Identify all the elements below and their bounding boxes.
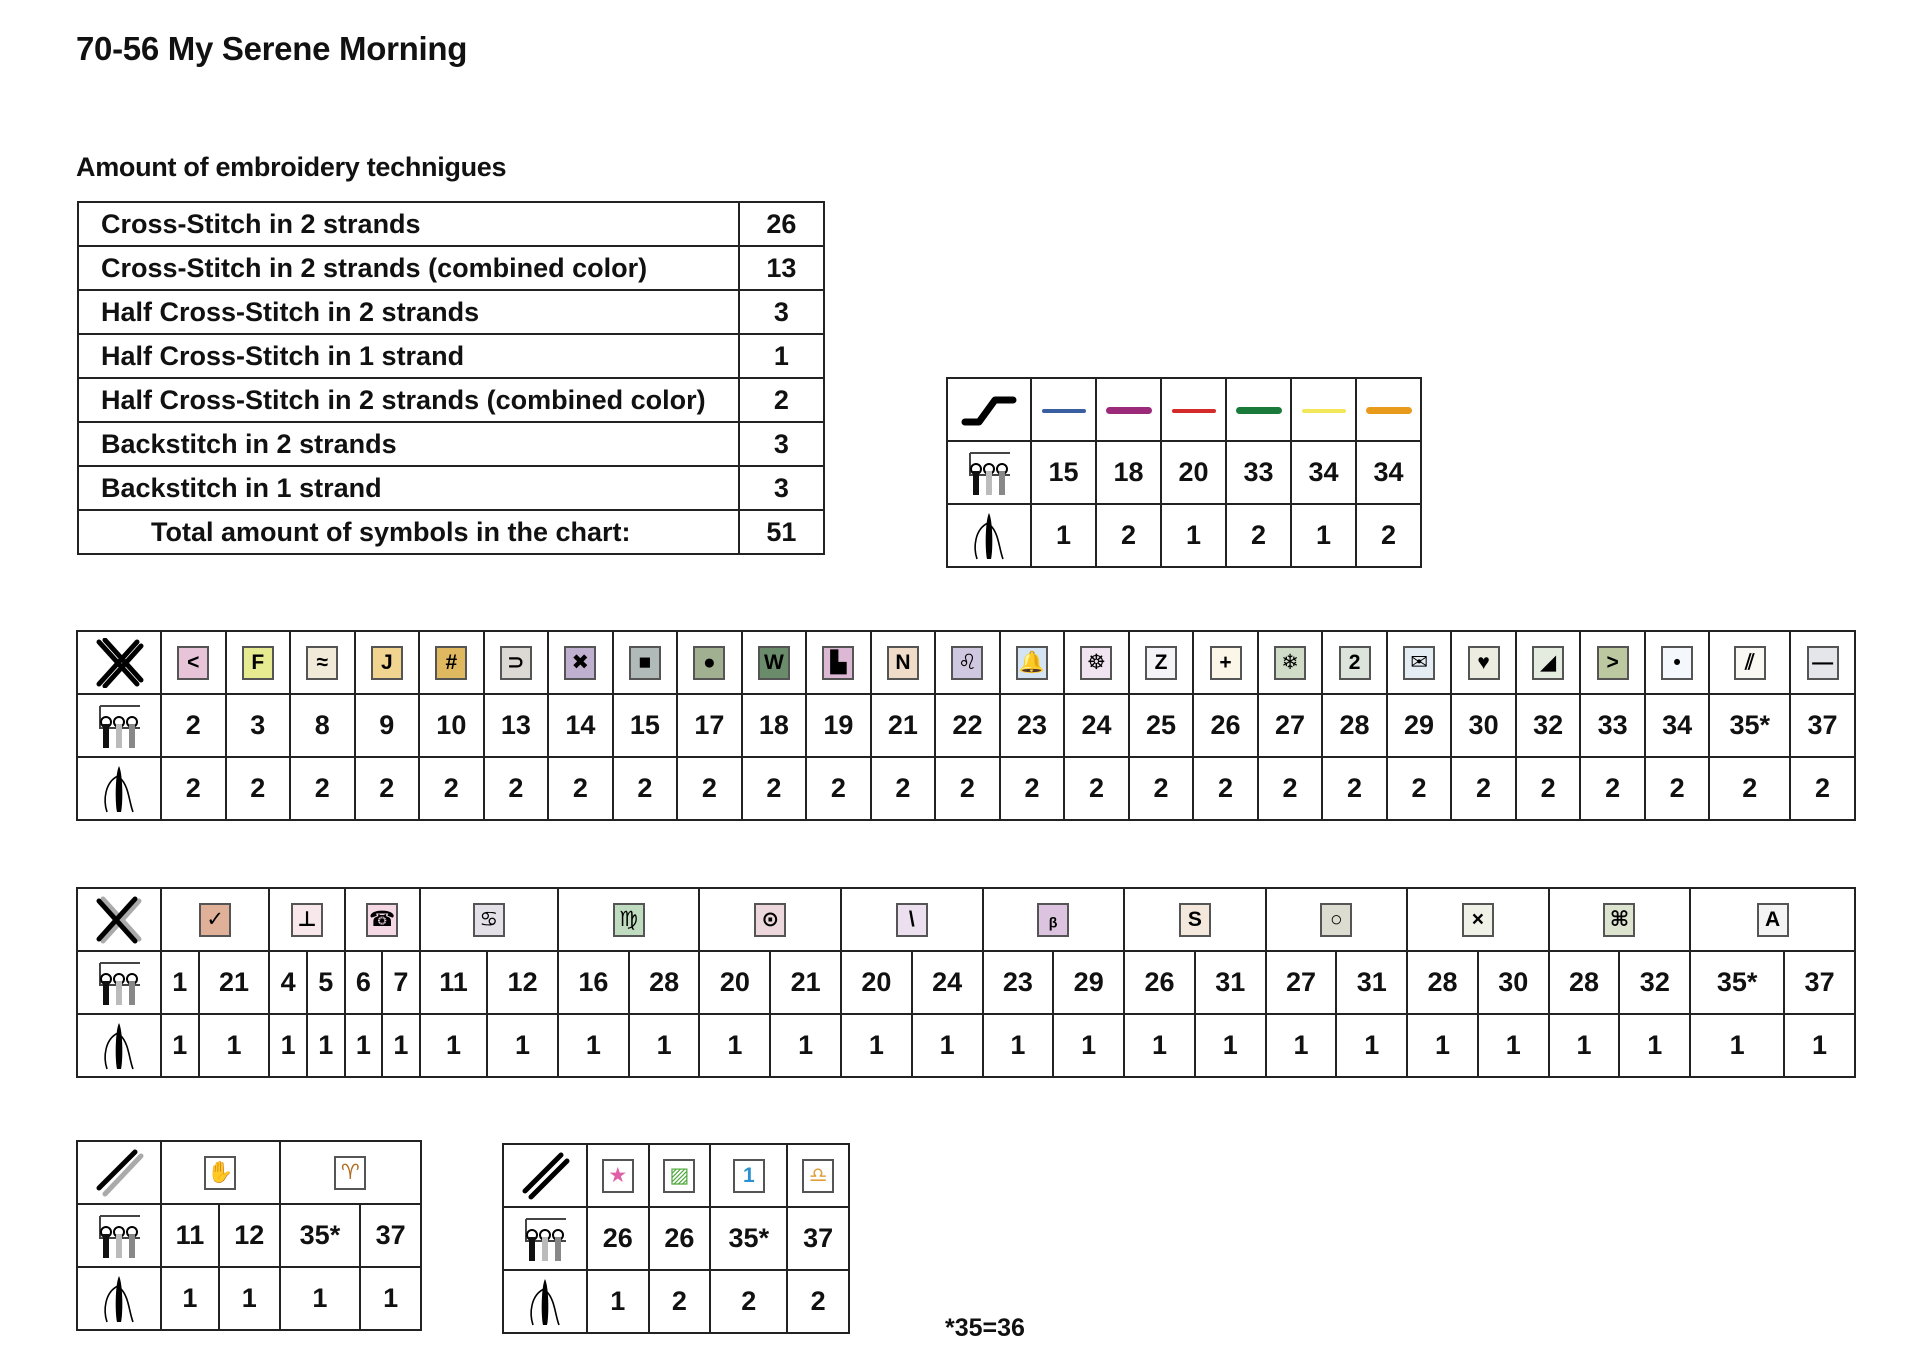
strand-count: 2 (1193, 757, 1258, 820)
cross-stitch-icon (77, 631, 161, 694)
backstitch-line (1042, 409, 1086, 413)
symbol-swatch: ○ (1320, 903, 1352, 937)
symbol-swatch: ◢ (1532, 646, 1564, 680)
strand-count: 1 (345, 1014, 383, 1077)
thread-number: 19 (806, 694, 871, 757)
strand-count: 2 (935, 757, 1000, 820)
thread-number: 28 (629, 951, 700, 1014)
needle-icon (503, 1270, 587, 1333)
symbol-swatch: ⊃ (500, 646, 532, 680)
strand-count: 1 (219, 1267, 280, 1330)
thread-number: 37 (787, 1207, 849, 1270)
symbol-cell (484, 631, 549, 694)
strand-count: 1 (1478, 1014, 1549, 1077)
symbol-cell (1451, 631, 1516, 694)
half-stitch-icon (503, 1144, 587, 1207)
strand-count: 2 (1129, 757, 1194, 820)
symbol-swatch: J (371, 646, 403, 680)
symbol-swatch: 1 (733, 1159, 765, 1193)
symbol-swatch: F (242, 646, 274, 680)
thread-number: 20 (841, 951, 912, 1014)
thread-number: 15 (613, 694, 678, 757)
symbol-swatch: ⫽ (1734, 646, 1766, 680)
strand-count: 2 (290, 757, 355, 820)
symbol-cell (226, 631, 291, 694)
strand-count: 2 (484, 757, 549, 820)
strand-count: 1 (280, 1267, 361, 1330)
symbol-swatch: S (1179, 903, 1211, 937)
symbol-swatch: ✓ (199, 903, 231, 937)
strand-count: 1 (587, 1270, 649, 1333)
symbol-swatch: ≈ (306, 646, 338, 680)
thread-number: 20 (1161, 441, 1226, 504)
symbol-cell (548, 631, 613, 694)
symbol-cell (419, 631, 484, 694)
thread-number: 24 (912, 951, 983, 1014)
symbol-cell (161, 888, 269, 951)
technique-label: Backstitch in 1 strand (78, 466, 739, 510)
symbol-cell (649, 1144, 711, 1207)
needle-icon (77, 1267, 161, 1330)
strand-count: 1 (161, 1014, 199, 1077)
symbol-swatch: 2 (1339, 646, 1371, 680)
strand-count: 1 (1619, 1014, 1690, 1077)
technique-count: 3 (739, 290, 824, 334)
strand-count: 1 (1195, 1014, 1266, 1077)
backstitch-line-cell (1356, 378, 1421, 441)
symbol-swatch: ✖ (564, 646, 596, 680)
backstitch-line (1236, 407, 1282, 414)
thread-number: 35* (1690, 951, 1784, 1014)
symbol-swatch: ⌘ (1603, 903, 1635, 937)
strand-count: 1 (1053, 1014, 1124, 1077)
summary-row (78, 378, 824, 422)
symbol-cell (1645, 631, 1710, 694)
symbol-cell (420, 888, 558, 951)
strand-count: 2 (710, 1270, 787, 1333)
technique-label: Cross-Stitch in 2 strands (78, 202, 739, 246)
symbol-cell (1690, 888, 1855, 951)
strand-count: 1 (912, 1014, 983, 1077)
backstitch-line-cell (1291, 378, 1356, 441)
technique-label: Half Cross-Stitch in 2 strands (combined color) (78, 378, 739, 422)
thread-number: 3 (226, 694, 291, 757)
symbol-swatch: \ (896, 903, 928, 937)
strand-count: 1 (1407, 1014, 1478, 1077)
symbol-swatch: ✋ (204, 1156, 236, 1190)
strand-count: 2 (548, 757, 613, 820)
strand-count: 2 (1000, 757, 1065, 820)
thread-number: 30 (1478, 951, 1549, 1014)
thread-number: 29 (1053, 951, 1124, 1014)
symbol-swatch: 🔔 (1016, 646, 1048, 680)
thread-number: 28 (1549, 951, 1620, 1014)
symbol-cell (161, 631, 226, 694)
thread-number: 15 (1031, 441, 1096, 504)
thread-number: 34 (1645, 694, 1710, 757)
technique-count: 13 (739, 246, 824, 290)
thread-number: 26 (1193, 694, 1258, 757)
footnote: *35=36 (945, 1314, 1025, 1342)
thread-number: 26 (649, 1207, 711, 1270)
summary-row (78, 290, 824, 334)
technique-label: Half Cross-Stitch in 2 strands (78, 290, 739, 334)
symbol-swatch: Z (1145, 646, 1177, 680)
symbol-cell (1193, 631, 1258, 694)
symbol-cell (1258, 631, 1323, 694)
thread-number: 21 (770, 951, 841, 1014)
symbol-swatch: W (758, 646, 790, 680)
thread-number: 28 (1407, 951, 1478, 1014)
backstitch-table (946, 377, 1422, 568)
strand-count: 2 (613, 757, 678, 820)
technique-count: 3 (739, 466, 824, 510)
thread-number: 2 (161, 694, 226, 757)
symbol-swatch: ■ (629, 646, 661, 680)
strand-count: 2 (1064, 757, 1129, 820)
thread-number: 9 (355, 694, 420, 757)
thread-number: 1 (161, 951, 199, 1014)
technique-count: 26 (739, 202, 824, 246)
symbol-cell (1064, 631, 1129, 694)
symbol-cell (935, 631, 1000, 694)
thread-number: 29 (1387, 694, 1452, 757)
thread-number: 18 (742, 694, 807, 757)
technique-label: Half Cross-Stitch in 1 strand (78, 334, 739, 378)
thread-number: 17 (677, 694, 742, 757)
symbol-swatch: ✉ (1403, 646, 1435, 680)
strand-count: 1 (558, 1014, 629, 1077)
symbol-cell (699, 888, 841, 951)
technique-label: Backstitch in 2 strands (78, 422, 739, 466)
strand-count: 2 (677, 757, 742, 820)
thread-number: 26 (587, 1207, 649, 1270)
strand-count: 1 (1124, 1014, 1195, 1077)
symbol-cell (1387, 631, 1452, 694)
thread-number: 25 (1129, 694, 1194, 757)
strand-count: 1 (1291, 504, 1356, 567)
strand-count: 2 (1709, 757, 1790, 820)
symbol-cell (280, 1141, 421, 1204)
symbol-cell (742, 631, 807, 694)
backstitch-line (1302, 409, 1346, 413)
strand-count: 1 (1336, 1014, 1407, 1077)
strand-count: 1 (699, 1014, 770, 1077)
symbol-swatch: × (1462, 903, 1494, 937)
thread-number: 6 (345, 951, 383, 1014)
thread-number: 27 (1266, 951, 1337, 1014)
technique-count: 3 (739, 422, 824, 466)
summary-row (78, 466, 824, 510)
thread-number: 34 (1356, 441, 1421, 504)
symbol-swatch: ♥ (1468, 646, 1500, 680)
symbol-swatch: • (1661, 646, 1693, 680)
thread-number: 28 (1322, 694, 1387, 757)
symbol-swatch: ▨ (663, 1159, 695, 1193)
strand-count: 1 (629, 1014, 700, 1077)
thread-number: 34 (1291, 441, 1356, 504)
backstitch-line-cell (1226, 378, 1291, 441)
strand-count: 2 (1356, 504, 1421, 567)
symbol-cell (806, 631, 871, 694)
thread-number: 14 (548, 694, 613, 757)
symbol-swatch: ● (693, 646, 725, 680)
strand-count: 1 (983, 1014, 1054, 1077)
strand-count: 2 (1387, 757, 1452, 820)
thread-number: 37 (360, 1204, 421, 1267)
symbol-swatch: ♌ (951, 646, 983, 680)
symbol-cell (161, 1141, 280, 1204)
thread-number: 20 (699, 951, 770, 1014)
needle-icon (947, 504, 1031, 567)
symbol-swatch: # (435, 646, 467, 680)
thread-number: 22 (935, 694, 1000, 757)
symbol-cell (841, 888, 983, 951)
strand-count: 1 (1690, 1014, 1784, 1077)
strand-count: 1 (1549, 1014, 1620, 1077)
symbol-cell (787, 1144, 849, 1207)
symbol-cell (1516, 631, 1581, 694)
strand-count: 1 (161, 1267, 219, 1330)
summary-row (78, 202, 824, 246)
symbol-cell (1000, 631, 1065, 694)
symbol-cell (613, 631, 678, 694)
symbol-cell (983, 888, 1125, 951)
strand-count: 2 (1790, 757, 1855, 820)
symbol-cell (1790, 631, 1855, 694)
strand-count: 1 (269, 1014, 307, 1077)
summary-row (78, 422, 824, 466)
thread-number: 18 (1096, 441, 1161, 504)
strand-count: 1 (841, 1014, 912, 1077)
thread-number: 23 (983, 951, 1054, 1014)
symbol-cell (1266, 888, 1408, 951)
thread-number: 12 (487, 951, 558, 1014)
symbol-swatch: ▙ (822, 646, 854, 680)
symbol-cell (587, 1144, 649, 1207)
technique-label: Cross-Stitch in 2 strands (combined color) (78, 246, 739, 290)
thread-number: 32 (1619, 951, 1690, 1014)
strand-count: 1 (487, 1014, 558, 1077)
combined-cross-stitch-table (76, 887, 1856, 1078)
half-stitch-combined-icon (77, 1141, 161, 1204)
symbol-swatch: ❄ (1274, 646, 1306, 680)
symbol-swatch: ★ (602, 1159, 634, 1193)
symbol-cell (1580, 631, 1645, 694)
thread-number: 37 (1784, 951, 1855, 1014)
strand-count: 2 (1451, 757, 1516, 820)
backstitch-line-cell (1096, 378, 1161, 441)
strand-count: 2 (226, 757, 291, 820)
symbol-swatch: ᵦ (1037, 903, 1069, 937)
symbol-swatch: > (1597, 646, 1629, 680)
thread-spools-icon (77, 1204, 161, 1267)
technique-count: 2 (739, 378, 824, 422)
symbol-swatch: — (1807, 646, 1839, 680)
strand-count: 1 (420, 1014, 487, 1077)
thread-number: 7 (382, 951, 420, 1014)
strand-count: 2 (1516, 757, 1581, 820)
thread-number: 35* (1709, 694, 1790, 757)
strand-count: 2 (742, 757, 807, 820)
summary-row (78, 334, 824, 378)
symbol-swatch: ☎ (366, 903, 398, 937)
thread-number: 16 (558, 951, 629, 1014)
strand-count: 1 (1031, 504, 1096, 567)
symbol-cell (269, 888, 344, 951)
strand-count: 1 (307, 1014, 345, 1077)
thread-number: 11 (161, 1204, 219, 1267)
strand-count: 1 (382, 1014, 420, 1077)
strand-count: 2 (161, 757, 226, 820)
thread-number: 21 (871, 694, 936, 757)
strand-count: 2 (1258, 757, 1323, 820)
needle-icon (77, 1014, 161, 1077)
thread-number: 33 (1580, 694, 1645, 757)
symbol-swatch: ♋ (473, 903, 505, 937)
symbol-cell (1407, 888, 1549, 951)
strand-count: 1 (1784, 1014, 1855, 1077)
strand-count: 2 (1322, 757, 1387, 820)
thread-spools-icon (77, 951, 161, 1014)
thread-spools-icon (503, 1207, 587, 1270)
strand-count: 1 (1161, 504, 1226, 567)
backstitch-line-cell (1161, 378, 1226, 441)
thread-number: 35* (710, 1207, 787, 1270)
strand-count: 2 (649, 1270, 711, 1333)
symbol-swatch: ♎ (802, 1159, 834, 1193)
symbol-swatch: A (1757, 903, 1789, 937)
cross-stitch-table (76, 630, 1856, 821)
strand-count: 2 (419, 757, 484, 820)
backstitch-icon (947, 378, 1031, 441)
thread-number: 11 (420, 951, 487, 1014)
strand-count: 2 (806, 757, 871, 820)
symbol-swatch: < (177, 646, 209, 680)
thread-number: 4 (269, 951, 307, 1014)
thread-number: 12 (219, 1204, 280, 1267)
thread-spools-icon (947, 441, 1031, 504)
summary-total-row (78, 510, 824, 554)
total-label: Total amount of symbols in the chart: (78, 510, 739, 554)
symbol-swatch: N (887, 646, 919, 680)
symbol-cell (1124, 888, 1266, 951)
symbol-cell (1709, 631, 1790, 694)
symbol-swatch: ♈ (334, 1156, 366, 1190)
summary-row (78, 246, 824, 290)
thread-number: 5 (307, 951, 345, 1014)
thread-number: 13 (484, 694, 549, 757)
thread-spools-icon (77, 694, 161, 757)
thread-number: 10 (419, 694, 484, 757)
backstitch-line-cell (1031, 378, 1096, 441)
symbol-cell (355, 631, 420, 694)
techniques-summary-table (77, 201, 825, 555)
symbol-cell (558, 888, 700, 951)
thread-number: 32 (1516, 694, 1581, 757)
symbol-swatch: ⊙ (754, 903, 786, 937)
thread-number: 27 (1258, 694, 1323, 757)
symbol-swatch: ⊥ (291, 903, 323, 937)
symbol-cell (1129, 631, 1194, 694)
strand-count: 2 (1096, 504, 1161, 567)
symbol-cell (871, 631, 936, 694)
half-stitch-combined-table (76, 1140, 422, 1331)
thread-number: 33 (1226, 441, 1291, 504)
symbol-cell (290, 631, 355, 694)
strand-count: 1 (360, 1267, 421, 1330)
symbol-cell (1549, 888, 1691, 951)
backstitch-line (1172, 409, 1216, 413)
strand-count: 2 (1645, 757, 1710, 820)
thread-number: 8 (290, 694, 355, 757)
half-stitch-table (502, 1143, 850, 1334)
strand-count: 2 (1580, 757, 1645, 820)
symbol-swatch: ♍ (613, 903, 645, 937)
needle-icon (77, 757, 161, 820)
symbol-cell (677, 631, 742, 694)
strand-count: 1 (770, 1014, 841, 1077)
symbol-cell (345, 888, 420, 951)
thread-number: 23 (1000, 694, 1065, 757)
thread-number: 21 (199, 951, 270, 1014)
thread-number: 35* (280, 1204, 361, 1267)
strand-count: 2 (1226, 504, 1291, 567)
thread-number: 24 (1064, 694, 1129, 757)
total-count: 51 (739, 510, 824, 554)
combined-cross-stitch-icon (77, 888, 161, 951)
page-title: 70-56 My Serene Morning (76, 30, 468, 67)
symbol-swatch: ☸ (1080, 646, 1112, 680)
strand-count: 1 (199, 1014, 270, 1077)
thread-number: 31 (1336, 951, 1407, 1014)
thread-number: 30 (1451, 694, 1516, 757)
technique-count: 1 (739, 334, 824, 378)
thread-number: 37 (1790, 694, 1855, 757)
techniques-heading: Amount of embroidery technigues (76, 152, 507, 182)
symbol-cell (1322, 631, 1387, 694)
strand-count: 1 (1266, 1014, 1337, 1077)
symbol-swatch: + (1210, 646, 1242, 680)
strand-count: 2 (871, 757, 936, 820)
backstitch-line (1366, 407, 1412, 414)
strand-count: 2 (355, 757, 420, 820)
thread-number: 31 (1195, 951, 1266, 1014)
symbol-cell (710, 1144, 787, 1207)
strand-count: 2 (787, 1270, 849, 1333)
thread-number: 26 (1124, 951, 1195, 1014)
backstitch-line (1106, 407, 1152, 414)
